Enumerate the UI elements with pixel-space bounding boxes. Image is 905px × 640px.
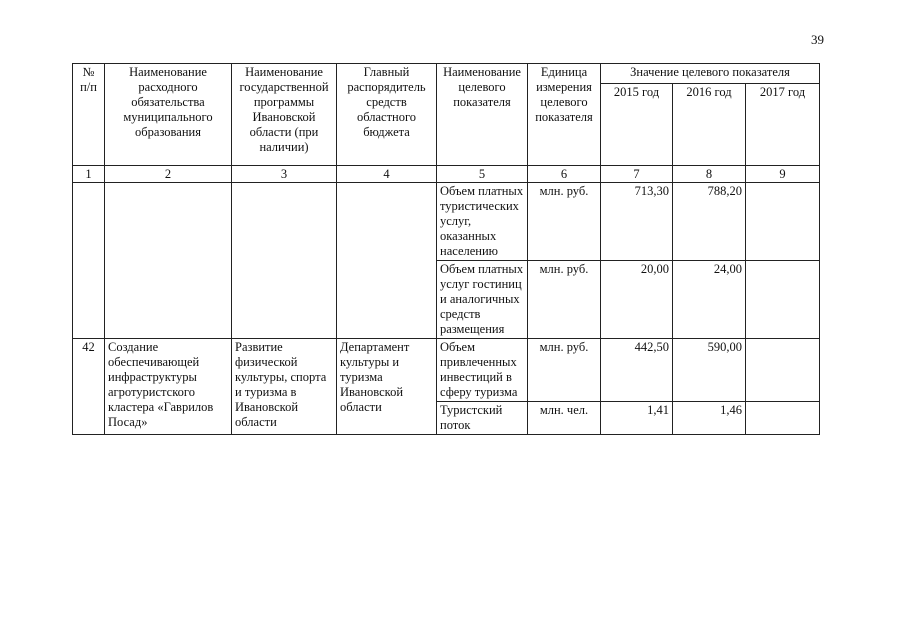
cell-value-2016: 590,00 (673, 339, 746, 402)
column-number: 3 (232, 166, 337, 183)
cell-value-2017 (746, 261, 820, 339)
table-row (73, 339, 820, 402)
header-obligation: Наименование расходного обязательства муниципального образования (105, 64, 232, 166)
cell-value-2016: 24,00 (673, 261, 746, 339)
cell-value-2015: 713,30 (601, 183, 673, 261)
cell-manager: Департамент культуры и туризма Ивановской области (337, 339, 437, 435)
cell-unit: млн. руб. (528, 261, 601, 339)
column-number: 1 (73, 166, 105, 183)
cell-indicator: Объем платных услуг гостиниц и аналогичных средств размещения (437, 261, 528, 339)
column-number-row (73, 166, 820, 183)
cell-indicator: Объем привлеченных инвестиций в сферу туризма (437, 339, 528, 402)
cell-num-empty (73, 183, 105, 339)
page-number: 39 (811, 32, 824, 47)
header-program: Наименование государственной программы Ивановской области (при наличии) (232, 64, 337, 166)
cell-value-2017 (746, 402, 820, 435)
cell-program: Развитие физической культуры, спорта и туризма в Ивановской области (232, 339, 337, 435)
header-year-2015: 2015 год (601, 84, 673, 166)
header-row-1 (73, 64, 820, 84)
cell-indicator: Объем платных туристических услуг, оказанных населению (437, 183, 528, 261)
header-target-values: Значение целевого показателя (601, 64, 820, 84)
header-year-2016: 2016 год (673, 84, 746, 166)
header-manager: Главный распорядитель средств областного бюджета (337, 64, 437, 166)
cell-value-2015: 442,50 (601, 339, 673, 402)
cell-unit: млн. чел. (528, 402, 601, 435)
column-number: 7 (601, 166, 673, 183)
cell-value-2016: 788,20 (673, 183, 746, 261)
column-number: 5 (437, 166, 528, 183)
cell-value-2017 (746, 183, 820, 261)
cell-unit: млн. руб. (528, 183, 601, 261)
cell-value-2015: 20,00 (601, 261, 673, 339)
cell-unit: млн. руб. (528, 339, 601, 402)
column-number: 8 (673, 166, 746, 183)
column-number: 2 (105, 166, 232, 183)
header-unit: Единица измерения целевого показателя (528, 64, 601, 166)
cell-manager-empty (337, 183, 437, 339)
header-year-2017: 2017 год (746, 84, 820, 166)
cell-num: 42 (73, 339, 105, 435)
indicator-table (72, 63, 820, 435)
column-number: 6 (528, 166, 601, 183)
column-number: 9 (746, 166, 820, 183)
cell-value-2015: 1,41 (601, 402, 673, 435)
cell-value-2017 (746, 339, 820, 402)
header-indicator: Наименование целевого показателя (437, 64, 528, 166)
cell-obligation: Создание обеспечивающей инфраструктуры агротуристского кластера «Гаврилов Посад» (105, 339, 232, 435)
cell-program-empty (232, 183, 337, 339)
column-number: 4 (337, 166, 437, 183)
cell-value-2016: 1,46 (673, 402, 746, 435)
cell-indicator: Туристский поток (437, 402, 528, 435)
cell-obligation-empty (105, 183, 232, 339)
header-num: № п/п (73, 64, 105, 166)
table-row (73, 183, 820, 261)
